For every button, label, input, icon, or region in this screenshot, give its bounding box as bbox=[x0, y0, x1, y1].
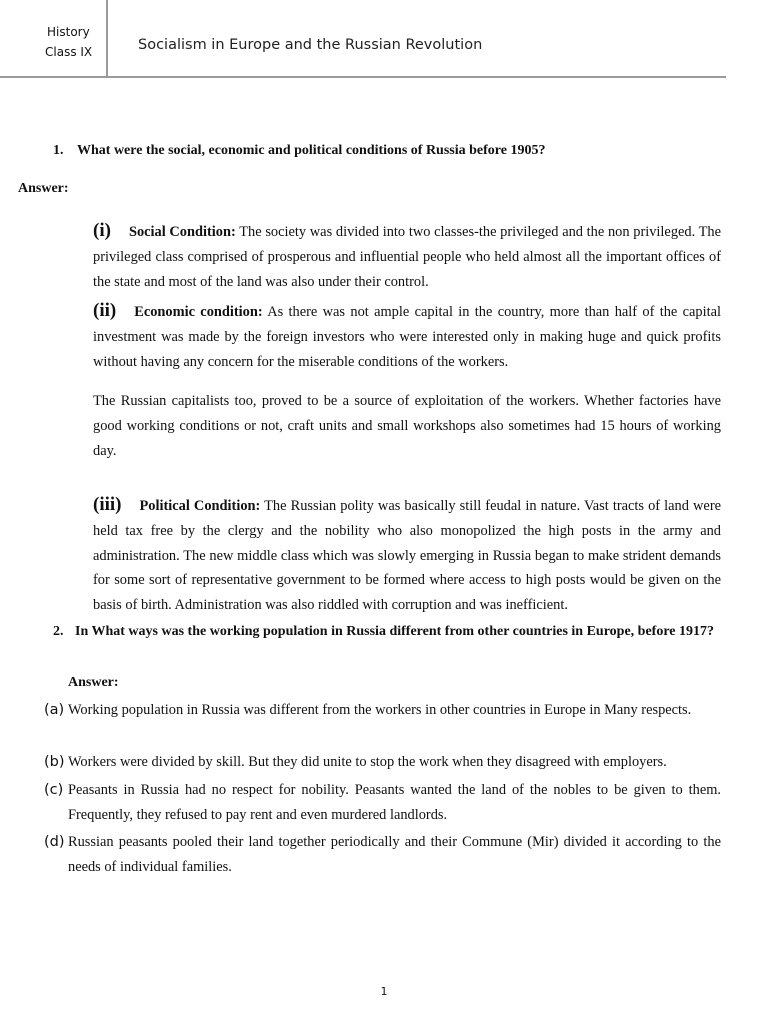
answer-2-label: Answer: bbox=[68, 675, 119, 690]
question-1-number: 1. bbox=[53, 143, 64, 158]
social-condition-text: The society was divided into two classes-the privileged and the non privileged. The privileged class comprised of prosperous and influential people who held almost all the important offices of the state and most of the land was also under their control. bbox=[93, 224, 722, 290]
social-condition-marker: (i) bbox=[93, 220, 111, 241]
header-subject: History bbox=[47, 25, 90, 39]
item-a-marker: (a) bbox=[44, 702, 65, 718]
item-a-text: Working population in Russia was different from the workers in other countries in Europe in Many respects. bbox=[68, 702, 692, 718]
question-1-text: What were the social, economic and political conditions of Russia before 1905? bbox=[77, 143, 546, 158]
question-2-number: 2. bbox=[53, 624, 64, 639]
economic-condition-text: As there was not ample capital in the country, more than half of the capital investment was made by the foreign investors who were interested only in making huge and quick profits without having any concern for the miserable conditions of the workers. bbox=[93, 304, 721, 370]
social-condition-heading: Social Condition: bbox=[128, 224, 236, 240]
question-1 bbox=[53, 139, 545, 164]
header-title: Socialism in Europe and the Russian Revolution bbox=[138, 37, 483, 53]
header-class: Class IX bbox=[45, 45, 93, 59]
question-2-text: In What ways was the working population in Russia different from other countries in Europe, before 1917? bbox=[75, 624, 714, 639]
item-c-text: Peasants in Russia had no respect for nobility. Peasants wanted the land of the nobles to be given to them. Frequently, they refused to pay rent and even murdered landlords. bbox=[68, 782, 721, 823]
economic-condition-paragraph bbox=[93, 299, 721, 374]
item-b-marker: (b) bbox=[44, 754, 65, 770]
header-divider bbox=[0, 76, 726, 78]
answer-1-label: Answer: bbox=[18, 181, 69, 196]
header-class-box bbox=[0, 0, 108, 76]
item-c-marker: (c) bbox=[44, 782, 64, 798]
economic-condition-heading: Economic condition: bbox=[134, 304, 263, 320]
political-condition-marker: (iii) bbox=[93, 494, 122, 515]
page-number: 1 bbox=[380, 985, 388, 998]
item-b-text: Workers were divided by skill. But they did unite to stop the work when they disagreed with employers. bbox=[68, 754, 667, 770]
economic-condition-extra: The Russian capitalists too, proved to be a source of exploitation of the workers. Whether factories have good working conditions or not, craft units and small workshops also sometimes had 15 hours of working day. bbox=[93, 393, 721, 459]
economic-condition-marker: (ii) bbox=[93, 300, 117, 321]
political-condition-text: The Russian polity was basically still feudal in nature. Vast tracts of land were held tax free by the clergy and the nobility who also monopolized the high posts in the army and administration. The new middle class which was slowly emerging in Russia began to make strident demands for some sort of representative government to be formed where access to high posts would be given on the basis of birth. Administration was also riddled with corruption and was inefficient. bbox=[93, 498, 721, 614]
item-d-text: Russian peasants pooled their land together periodically and their Commune (Mir) divided it according to the needs of individual families. bbox=[68, 834, 721, 875]
item-d-marker: (d) bbox=[44, 834, 65, 850]
political-condition-paragraph bbox=[93, 493, 721, 618]
question-2 bbox=[53, 620, 721, 645]
social-condition-paragraph bbox=[93, 219, 721, 294]
political-condition-heading: Political Condition: bbox=[139, 498, 261, 514]
